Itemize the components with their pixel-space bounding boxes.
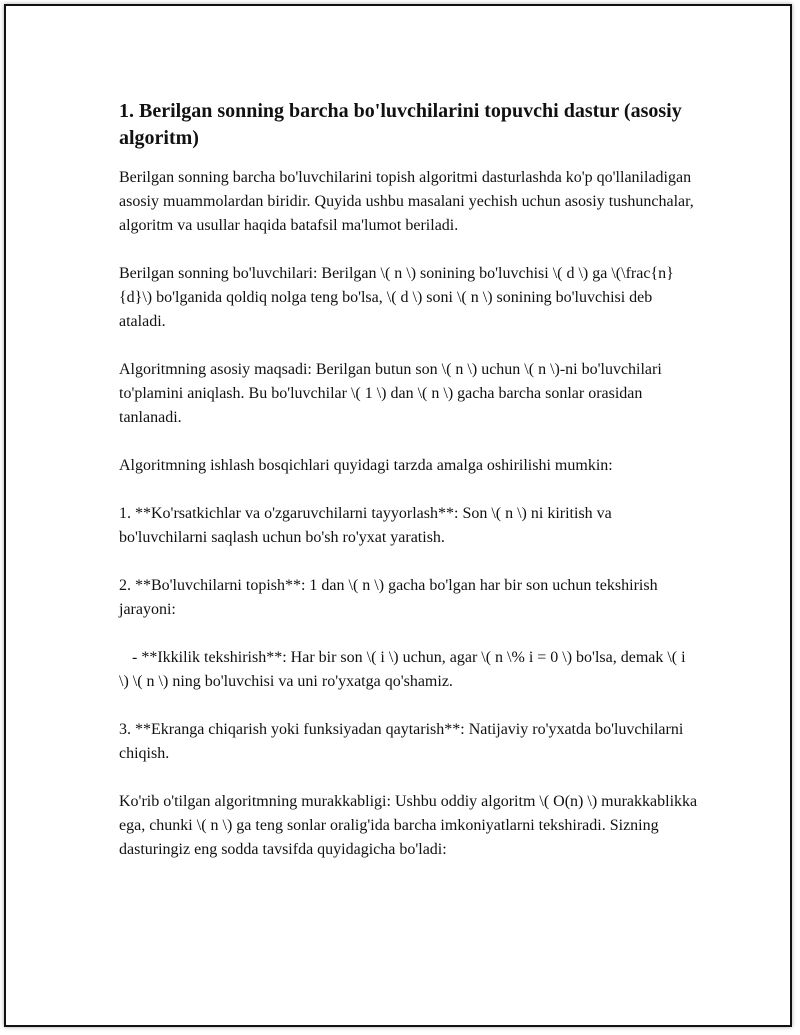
paragraph-step-2: 2. **Bo'luvchilarni topish**: 1 dan \( n \) gacha bo'lgan har bir son uchun tekshirish jarayoni: xyxy=(119,577,658,618)
paragraph-intro: Berilgan sonning barcha bo'luvchilarini topish algoritmi dasturlashda ko'p qo'llaniladigan asosiy muammolardan biridir. Quyida ushbu masalani yechish uchun asosiy tushunchalar, algoritm va usullar haqida batafsil ma'lumot beriladi. xyxy=(119,169,694,234)
paragraph-steps-intro: Algoritmning ishlash bosqichlari quyidagi tarzda amalga oshirilishi mumkin: xyxy=(119,457,613,474)
paragraph-algorithm-goal: Algoritmning asosiy maqsadi: Berilgan butun son \( n \) uchun \( n \)-ni bo'luvchilari to'plamini aniqlash. Bu bo'luvchilar \( 1 \) dan \( n \) gacha barcha sonlar orasidan tanlanadi. xyxy=(119,361,662,426)
paragraph-step-3: 3. **Ekranga chiqarish yoki funksiyadan qaytarish**: Natijaviy ro'yxatda bo'luvchilarni chiqish. xyxy=(119,721,684,762)
document-body xyxy=(119,98,699,886)
page-frame xyxy=(4,4,792,1027)
paragraph-complexity: Ko'rib o'tilgan algoritmning murakkabligi: Ushbu oddiy algoritm \( O(n) \) murakkablikka ega, chunki \( n \) ga teng sonlar oralig'ida barcha imkoniyatlarni tekshiradi. Sizning dasturingiz eng sodda tavsifda quyidagicha bo'ladi: xyxy=(119,793,698,858)
paragraph-step-2-sub: - **Ikkilik tekshirish**: Har bir son \( i \) uchun, agar \( n \% i = 0 \) bo'lsa, demak \( i \) \( n \) ning bo'luvchisi va uni ro'yxatga qo'shamiz. xyxy=(119,649,686,690)
paragraph-divisor-definition: Berilgan sonning bo'luvchilari: Berilgan \( n \) sonining bo'luvchisi \( d \) ga \(\frac{n}{d}\) bo'lganida qoldiq nolga teng bo'lsa, \( d \) soni \( n \) sonining bo'luvchisi deb ataladi. xyxy=(119,265,674,330)
paragraph-step-1: 1. **Ko'rsatkichlar va o'zgaruvchilarni tayyorlash**: Son \( n \) ni kiritish va bo'luvchilarni saqlash uchun bo'sh ro'yxat yaratish. xyxy=(119,505,612,546)
document-title: 1. Berilgan sonning barcha bo'luvchilarini topuvchi dastur (asosiy algoritm) xyxy=(119,100,682,149)
